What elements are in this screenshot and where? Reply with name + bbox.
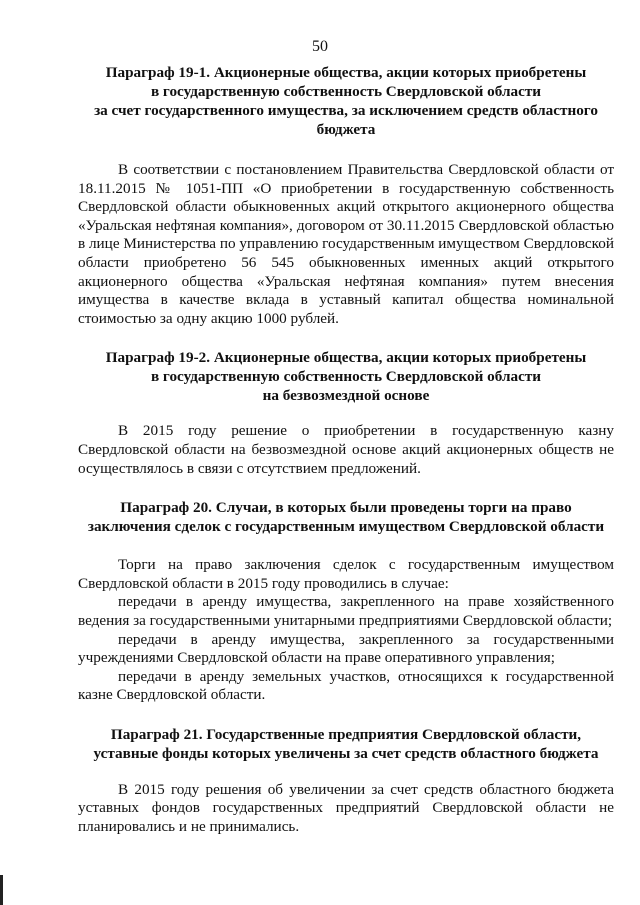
heading-line: Параграф 20. Случаи, в которых были проведены торги на право <box>120 499 572 517</box>
section-19-1 <box>78 63 614 328</box>
paragraph: В 2015 году решения об увеличении за счет средств областного бюджета уставных фондов государственных предприятий Свердловской области не планировались и не принимались. <box>78 780 614 836</box>
spacer <box>78 705 614 725</box>
heading-line: бюджета <box>316 121 376 138</box>
heading-line: за счет государственного имущества, за исключением средств областного <box>94 102 598 119</box>
list-item: передачи в аренду имущества, закрепленного за государственными учреждениями Свердловской области на праве оперативного управления; <box>78 630 614 667</box>
heading-line: Параграф 21. Государственные предприятия Свердловской области, <box>110 725 582 743</box>
spacer <box>78 763 614 781</box>
page-number: 50 <box>312 38 328 55</box>
list-item: передачи в аренду земельных участков, относящихся к государственной казне Свердловской области. <box>78 667 614 704</box>
section-20 <box>78 498 614 705</box>
paragraph-group <box>78 556 614 705</box>
heading-line: уставные фонды которых увеличены за счет средств областного бюджета <box>93 744 599 762</box>
section-21 <box>78 725 614 837</box>
heading-line: Параграф 19-2. Акционерные общества, акции которых приобретены <box>105 349 587 367</box>
paragraph: Торги на право заключения сделок с государственным имуществом Свердловской области в 2015 году проводились в случае: <box>78 556 614 592</box>
spacer <box>78 405 614 422</box>
section-19-2 <box>78 348 614 478</box>
spacer <box>78 478 614 498</box>
spacer <box>78 536 614 556</box>
scan-edge-mark <box>0 875 3 905</box>
heading-line: в государственную собственность Свердловской области <box>150 368 542 386</box>
heading-line: Параграф 19-1. Акционерные общества, акции которых приобретены <box>105 64 587 81</box>
paragraph: В соответствии с постановлением Правительства Свердловской области от 18.11.2015 № 1051-ПП «О приобретении в государственную собственность Свердловской области обыкновенных акций открытого акционерного общества «Уральская нефтяная компания», договором от 30.11.2015 Свердловской областью в лице Министерства по управлению государственным имуществом Свердловской области приобретено 56 545 обыкновенных именных акций открытого акционерного общества «Уральская нефтяная компания» путем внесения имущества в качестве вклада в уставный капитал общества номинальной стоимостью за одну акцию 1000 рублей. <box>78 161 614 327</box>
section-heading <box>78 498 614 536</box>
section-heading <box>78 63 614 139</box>
paragraph: В 2015 году решение о приобретении в государственную казну Свердловской области на безвозмездной основе акций акционерных обществ не осуществлялось в связи с отсутствием предложений. <box>78 422 614 477</box>
heading-line: заключения сделок с государственным имуществом Свердловской области <box>87 518 605 536</box>
section-heading <box>78 348 614 405</box>
list-item: передачи в аренду имущества, закрепленного на праве хозяйственного ведения за государственными унитарными предприятиями Свердловской области; <box>78 593 614 629</box>
heading-line: в государственную собственность Свердловской области <box>150 83 542 100</box>
spacer <box>78 328 614 348</box>
heading-line: на безвозмездной основе <box>262 387 430 405</box>
spacer <box>78 139 614 161</box>
document-body <box>78 63 614 837</box>
section-heading <box>78 725 614 763</box>
